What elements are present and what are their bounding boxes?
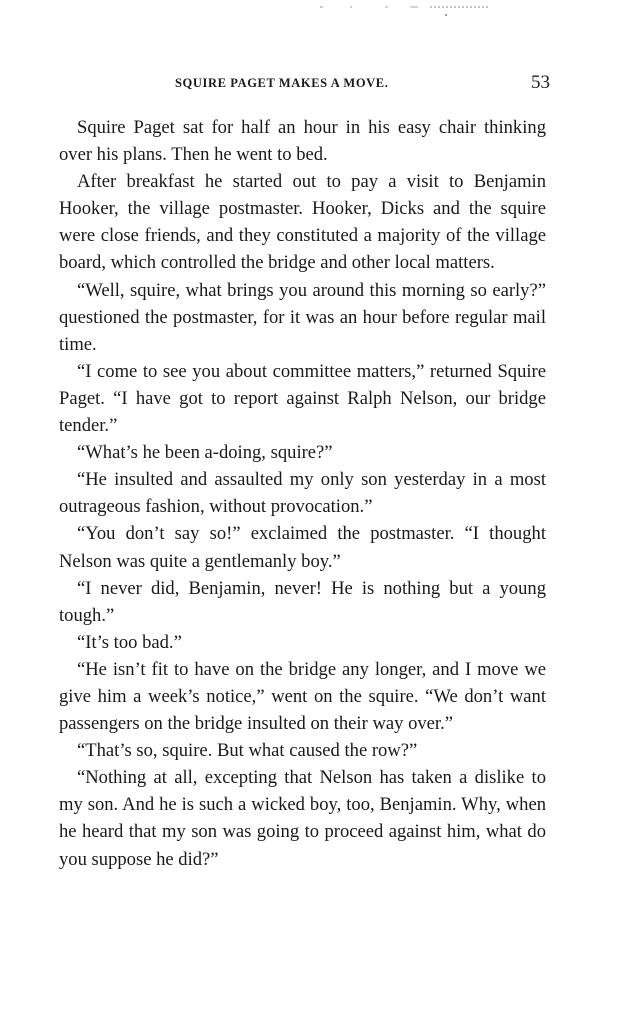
paragraph: “I come to see you about committee matters,” returned Squire Paget. “I have got to report against Ralph Nelson, our bridge tender.” [59,360,546,437]
paragraph: “What’s he been a-doing, squire?” [77,442,333,464]
paragraph: “You don’t say so!” exclaimed the postmaster. “I thought Nelson was quite a gentlemanly boy.” [59,523,546,572]
page-header [60,72,550,96]
page-number: 53 [531,72,550,93]
running-head: SQUIRE PAGET MAKES A MOVE. [175,76,389,90]
body-text [59,114,546,873]
paragraph: “I never did, Benjamin, never! He is nothing but a young tough.” [59,577,546,626]
paragraph: “That’s so, squire. But what caused the row?” [77,740,418,762]
paragraph: “He isn’t fit to have on the bridge any longer, and I move we give him a week’s notice,” went on the squire. “We don’t want passengers on the bridge insulted on their way over.” [59,658,546,735]
paragraph: “Nothing at all, excepting that Nelson has taken a dislike to my son. And he is such a wicked boy, too, Benjamin. Why, when he heard that my son was going to proceed against him, what do you suppose he did?” [59,767,546,870]
paragraph: “Well, squire, what brings you around this morning so early?” questioned the postmaster, for it was an hour before regular mail time. [59,279,546,355]
scan-artifact-marks [300,4,500,18]
paragraph: After breakfast he started out to pay a visit to Benjamin Hooker, the village postmaster. Hooker, Dicks and the squire were close friends, and they constituted a majority of the village board, which controlled the bridge and other local matters. [59,171,546,274]
paragraph: Squire Paget sat for half an hour in his easy chair thinking over his plans. Then he went to bed. [59,117,546,166]
paragraph: “He insulted and assaulted my only son yesterday in a most outrageous fashion, without provocation.” [59,469,546,518]
paragraph: “It’s too bad.” [77,631,182,653]
